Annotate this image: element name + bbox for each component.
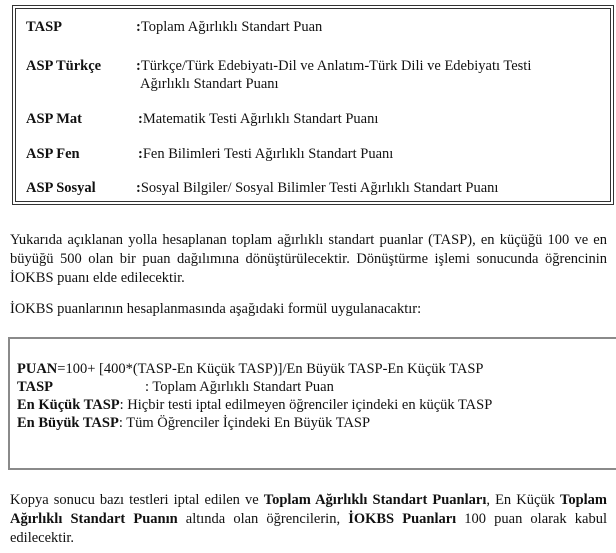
definition-description: Matematik Testi Ağırlıklı Standart Puanı xyxy=(142,111,379,127)
definition-colon: : xyxy=(138,111,143,127)
definition-colon: : xyxy=(138,146,143,162)
formula-label: En Küçük TASP xyxy=(17,397,120,413)
formula-description: : Tüm Öğrenciler İçindeki En Büyük TASP xyxy=(118,415,371,431)
bold-phrase: İOKBS Puanları xyxy=(348,511,457,527)
formula-en-buyuk-tasp xyxy=(17,414,370,432)
formula-description: : Hiçbir testi iptal edilmeyen öğrenciler içindeki en küçük TASP xyxy=(119,397,493,413)
definition-term: ASP Fen xyxy=(26,146,80,162)
definition-description: Fen Bilimleri Testi Ağırlıklı Standart Puanı xyxy=(142,146,394,162)
paragraph-conversion: Yukarıda açıklanan yolla hesaplanan toplam ağırlıklı standart puanlar (TASP), en küçüğü 100 ve en büyüğü 500 olan bir puan dağılımına dönüştürülecektir. Dönüştürme işlemi sonucunda öğrencinin İOKBS puanı elde edilecektir. xyxy=(10,232,607,286)
definition-colon: : xyxy=(136,58,141,74)
definition-term: ASP Mat xyxy=(26,111,82,127)
formula-label: TASP xyxy=(17,379,53,395)
formula-label: PUAN xyxy=(17,361,58,377)
formula-description: : Toplam Ağırlıklı Standart Puan xyxy=(145,379,334,395)
definition-colon: : xyxy=(136,19,141,35)
definition-description: Toplam Ağırlıklı Standart Puan xyxy=(140,19,323,35)
definitions-box xyxy=(12,5,614,205)
formula-tasp xyxy=(17,378,334,396)
definition-term: ASP Türkçe xyxy=(26,58,102,74)
definition-term: ASP Sosyal xyxy=(26,180,96,196)
bold-phrase: Toplam Ağırlıklı Standart Puanın xyxy=(10,492,607,527)
formula-puan xyxy=(17,360,483,378)
definition-description: Türkçe/Türk Edebiyatı-Dil ve Anlatım-Türk Dili ve Edebiyatı Testi xyxy=(140,58,532,74)
definition-description-continued: Ağırlıklı Standart Puanı xyxy=(140,76,279,92)
formula-label: En Büyük TASP xyxy=(17,415,119,431)
definition-description: Sosyal Bilgiler/ Sosyal Bilimler Testi Ağırlıklı Standart Puanı xyxy=(140,180,499,196)
formula-en-kucuk-tasp xyxy=(17,396,492,414)
formula-expression: =100+ [400*(TASP-En Küçük TASP)]/En Büyük TASP-En Küçük TASP xyxy=(57,361,484,377)
definition-term: TASP xyxy=(26,19,62,35)
definition-colon: : xyxy=(136,180,141,196)
bold-phrase: Toplam Ağırlıklı Standart Puanları xyxy=(263,492,487,508)
paragraph-cheating-rule: Kopya sonucu bazı testleri iptal edilen ve Toplam Ağırlıklı Standart Puanları, En Küçük Toplam Ağırlıklı Standart Puanın altında olan öğrencilerin, İOKBS Puanları 100 puan olarak kabul edilecektir. xyxy=(10,492,607,546)
formula-box xyxy=(8,337,616,470)
paragraph-formula-intro: İOKBS puanlarının hesaplanmasında aşağıdaki formül uygulanacaktır: xyxy=(10,301,422,317)
